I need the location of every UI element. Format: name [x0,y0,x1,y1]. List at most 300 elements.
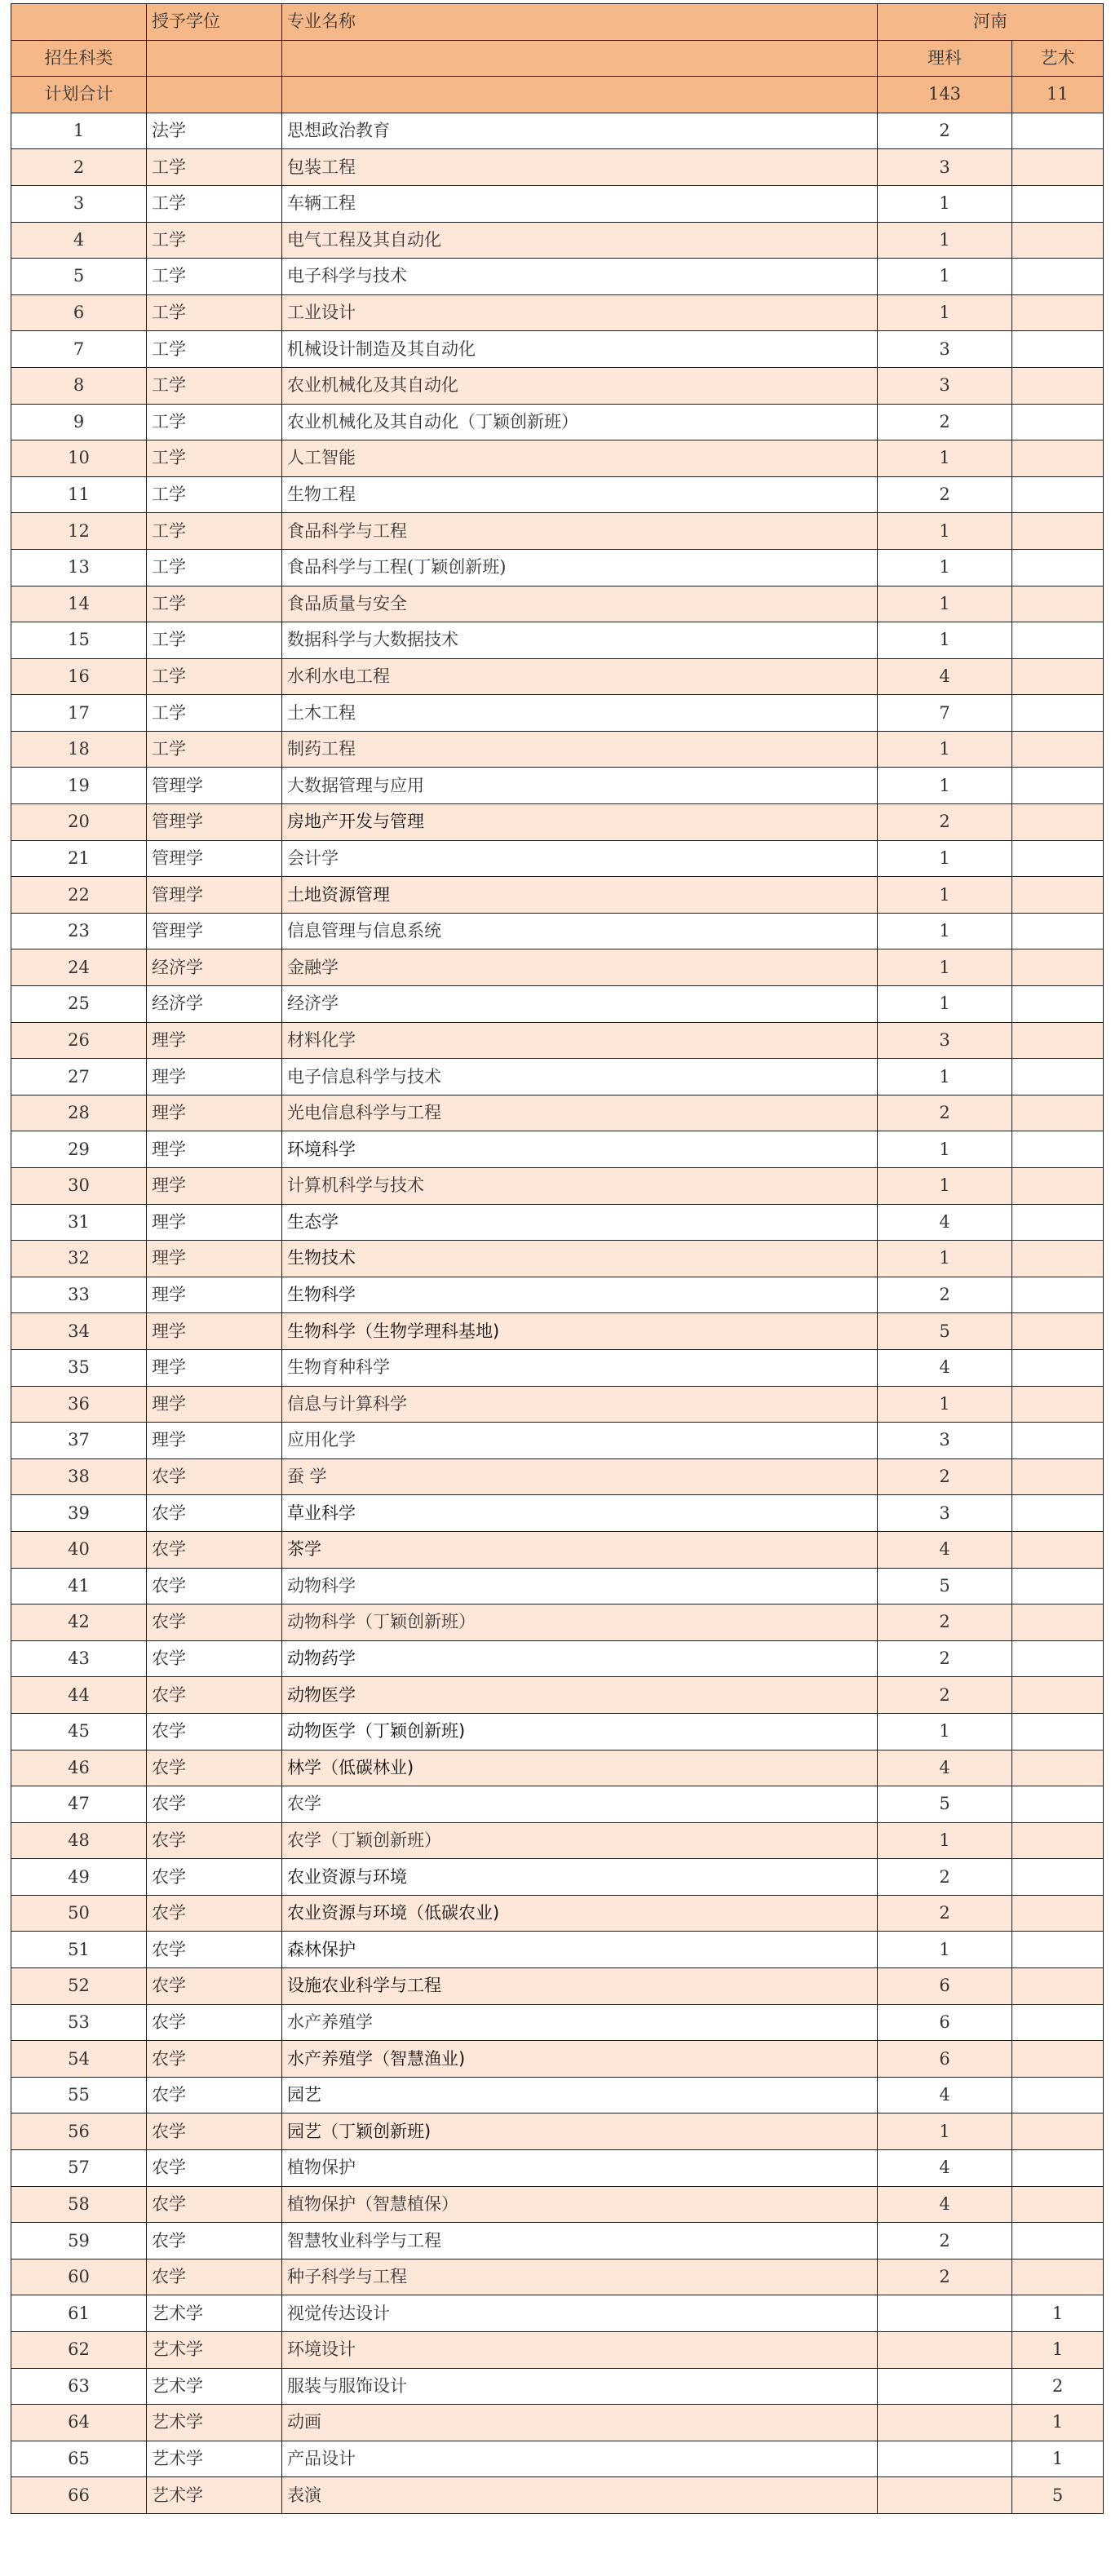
row-degree-cell: 农学 [147,2004,282,2041]
table-row [11,768,1104,804]
row-science-cell [878,2332,1012,2369]
row-index-cell: 32 [11,1241,147,1277]
row-science-cell: 1 [878,1822,1012,1859]
row-art-cell [1012,1932,1104,1968]
row-index-cell: 47 [11,1786,147,1823]
row-degree-cell: 工学 [147,513,282,550]
row-science-cell: 2 [878,404,1012,440]
row-art-cell [1012,2186,1104,2223]
row-index-cell: 34 [11,1313,147,1350]
row-index-cell: 57 [11,2150,147,2187]
row-art-cell: 2 [1012,2368,1104,2405]
row-index-cell: 26 [11,1022,147,1059]
row-art-cell [1012,222,1104,259]
row-degree-cell: 工学 [147,294,282,331]
row-art-cell [1012,2077,1104,2113]
row-art-cell [1012,1859,1104,1896]
row-art-cell [1012,949,1104,986]
row-science-cell: 1 [878,440,1012,477]
header-row-category [11,40,1104,77]
table-row [11,1640,1104,1677]
row-degree-cell: 管理学 [147,804,282,841]
table-row [11,2259,1104,2295]
row-art-cell [1012,1968,1104,2005]
row-science-cell: 1 [878,1168,1012,1205]
table-row [11,840,1104,877]
row-science-cell: 3 [878,1022,1012,1059]
row-major-cell: 人工智能 [282,440,878,477]
row-index-cell: 18 [11,731,147,768]
row-major-cell: 食品科学与工程(丁颖创新班) [282,549,878,586]
row-science-cell: 2 [878,1458,1012,1495]
row-art-cell [1012,2113,1104,2150]
row-degree-cell: 农学 [147,1822,282,1859]
row-science-cell: 1 [878,2113,1012,2150]
row-major-cell: 环境科学 [282,1131,878,1168]
row-art-cell: 1 [1012,2405,1104,2441]
row-degree-cell: 农学 [147,2150,282,2187]
row-major-cell: 经济学 [282,986,878,1023]
row-index-cell: 51 [11,1932,147,1968]
row-degree-cell: 理学 [147,1313,282,1350]
row-degree-cell: 管理学 [147,840,282,877]
row-major-cell: 思想政治教育 [282,113,878,149]
row-art-cell [1012,1786,1104,1823]
row-major-cell: 农学（丁颖创新班） [282,1822,878,1859]
row-science-cell: 2 [878,1277,1012,1313]
row-index-cell: 16 [11,658,147,695]
row-degree-cell: 农学 [147,2041,282,2078]
table-row [11,259,1104,295]
row-major-cell: 农学 [282,1786,878,1823]
table-row [11,1131,1104,1168]
row-index-cell: 4 [11,222,147,259]
row-science-cell: 4 [878,2150,1012,2187]
row-science-cell: 1 [878,731,1012,768]
row-index-cell: 50 [11,1895,147,1932]
row-science-cell: 1 [878,1059,1012,1095]
row-science-cell: 6 [878,2004,1012,2041]
row-art-cell [1012,2004,1104,2041]
row-degree-cell: 农学 [147,1677,282,1714]
row-art-cell [1012,1204,1104,1241]
table-row [11,1059,1104,1095]
row-degree-cell: 管理学 [147,768,282,804]
row-major-cell: 动物医学 [282,1677,878,1714]
table-row [11,877,1104,914]
row-science-cell: 6 [878,1968,1012,2005]
row-art-cell [1012,1640,1104,1677]
row-art-cell [1012,113,1104,149]
table-row [11,1095,1104,1131]
row-science-cell: 3 [878,149,1012,186]
row-major-cell: 工业设计 [282,294,878,331]
row-index-cell: 43 [11,1640,147,1677]
row-index-cell: 3 [11,185,147,222]
row-science-cell: 1 [878,1386,1012,1423]
row-degree-cell: 工学 [147,549,282,586]
row-degree-cell: 艺术学 [147,2332,282,2369]
row-science-cell: 5 [878,1313,1012,1350]
table-row [11,2332,1104,2369]
table-row [11,331,1104,368]
row-art-cell [1012,1604,1104,1641]
row-art-cell [1012,877,1104,914]
row-degree-cell: 工学 [147,367,282,404]
row-science-cell: 1 [878,586,1012,622]
row-science-cell: 6 [878,2041,1012,2078]
row-index-cell: 38 [11,1458,147,1495]
row-art-cell [1012,440,1104,477]
row-degree-cell: 经济学 [147,949,282,986]
row-index-cell: 30 [11,1168,147,1205]
row-science-cell: 1 [878,1713,1012,1750]
row-art-cell [1012,1750,1104,1786]
table-row [11,1895,1104,1932]
row-science-cell: 3 [878,331,1012,368]
row-major-cell: 林学（低碳林业) [282,1750,878,1786]
total-empty-cell [282,77,878,113]
row-major-cell: 数据科学与大数据技术 [282,622,878,659]
row-major-cell: 材料化学 [282,1022,878,1059]
row-index-cell: 14 [11,586,147,622]
row-major-cell: 大数据管理与应用 [282,768,878,804]
row-science-cell: 2 [878,804,1012,841]
row-art-cell [1012,1022,1104,1059]
row-science-cell: 1 [878,768,1012,804]
table-row [11,367,1104,404]
table-row [11,1458,1104,1495]
row-art-cell [1012,731,1104,768]
table-row [11,949,1104,986]
row-art-cell [1012,1131,1104,1168]
row-degree-cell: 农学 [147,1968,282,2005]
row-index-cell: 39 [11,1495,147,1532]
row-art-cell [1012,1241,1104,1277]
row-major-cell: 生物科学（生物学理科基地) [282,1313,878,1350]
table-row [11,586,1104,622]
table-row [11,404,1104,440]
row-science-cell: 2 [878,1604,1012,1641]
row-index-cell: 58 [11,2186,147,2223]
row-art-cell [1012,1386,1104,1423]
row-science-cell: 1 [878,1241,1012,1277]
row-index-cell: 52 [11,1968,147,2005]
row-major-cell: 环境设计 [282,2332,878,2369]
row-degree-cell: 农学 [147,2077,282,2113]
table-row [11,1022,1104,1059]
table-row [11,513,1104,550]
table-row [11,1786,1104,1823]
row-art-cell [1012,1277,1104,1313]
row-major-cell: 蚕 学 [282,1458,878,1495]
table-row [11,1277,1104,1313]
table-row [11,1750,1104,1786]
row-major-cell: 电气工程及其自动化 [282,222,878,259]
row-major-cell: 动物科学 [282,1568,878,1604]
row-degree-cell: 农学 [147,1458,282,1495]
table-body [11,4,1104,2514]
row-degree-cell: 农学 [147,1932,282,1968]
header-major-cell: 专业名称 [282,4,878,41]
table-row [11,1568,1104,1604]
row-science-cell: 4 [878,1349,1012,1386]
row-art-cell [1012,586,1104,622]
row-index-cell: 64 [11,2405,147,2441]
row-degree-cell: 工学 [147,149,282,186]
row-major-cell: 金融学 [282,949,878,986]
row-art-cell [1012,913,1104,949]
row-science-cell: 3 [878,1423,1012,1459]
table-row [11,2041,1104,2078]
row-science-cell: 4 [878,2077,1012,2113]
table-row [11,2186,1104,2223]
table-row [11,2405,1104,2441]
row-major-cell: 应用化学 [282,1423,878,1459]
row-art-cell [1012,1458,1104,1495]
row-art-cell [1012,658,1104,695]
table-row [11,695,1104,732]
row-degree-cell: 农学 [147,2113,282,2150]
table-row [11,476,1104,513]
row-art-cell [1012,1822,1104,1859]
row-index-cell: 23 [11,913,147,949]
row-index-cell: 62 [11,2332,147,2369]
row-major-cell: 农业机械化及其自动化（丁颖创新班） [282,404,878,440]
row-major-cell: 包装工程 [282,149,878,186]
table-row [11,913,1104,949]
row-degree-cell: 工学 [147,695,282,732]
row-degree-cell: 工学 [147,259,282,295]
row-science-cell: 5 [878,1786,1012,1823]
row-science-cell: 4 [878,1750,1012,1786]
row-degree-cell: 管理学 [147,913,282,949]
table-row [11,658,1104,695]
row-index-cell: 44 [11,1677,147,1714]
table-row [11,1386,1104,1423]
row-art-cell [1012,1677,1104,1714]
row-major-cell: 动物医学（丁颖创新班) [282,1713,878,1750]
row-index-cell: 65 [11,2441,147,2477]
row-degree-cell: 工学 [147,222,282,259]
row-degree-cell: 农学 [147,2186,282,2223]
row-major-cell: 信息与计算科学 [282,1386,878,1423]
row-major-cell: 水产养殖学（智慧渔业) [282,2041,878,2078]
row-art-cell [1012,2259,1104,2295]
row-science-cell: 1 [878,222,1012,259]
row-degree-cell: 理学 [147,1349,282,1386]
row-art-cell [1012,986,1104,1023]
row-degree-cell: 经济学 [147,986,282,1023]
row-degree-cell: 农学 [147,2259,282,2295]
row-index-cell: 46 [11,1750,147,1786]
row-index-cell: 40 [11,1531,147,1568]
row-science-cell: 1 [878,294,1012,331]
row-index-cell: 56 [11,2113,147,2150]
row-art-cell [1012,549,1104,586]
row-index-cell: 33 [11,1277,147,1313]
row-science-cell: 4 [878,2186,1012,2223]
row-art-cell [1012,259,1104,295]
row-degree-cell: 农学 [147,1640,282,1677]
row-index-cell: 45 [11,1713,147,1750]
row-degree-cell: 管理学 [147,877,282,914]
row-art-cell: 5 [1012,2477,1104,2514]
row-art-cell [1012,1713,1104,1750]
row-science-cell: 2 [878,1677,1012,1714]
table-row [11,2150,1104,2187]
row-major-cell: 生物育种科学 [282,1349,878,1386]
row-science-cell: 3 [878,1495,1012,1532]
row-degree-cell: 理学 [147,1423,282,1459]
row-degree-cell: 工学 [147,440,282,477]
row-science-cell [878,2477,1012,2514]
table-row [11,1495,1104,1532]
row-art-cell [1012,1895,1104,1932]
row-degree-cell: 理学 [147,1386,282,1423]
row-major-cell: 水产养殖学 [282,2004,878,2041]
row-index-cell: 10 [11,440,147,477]
row-degree-cell: 农学 [147,1859,282,1896]
row-degree-cell: 农学 [147,2223,282,2260]
row-index-cell: 48 [11,1822,147,1859]
table-row [11,1932,1104,1968]
row-degree-cell: 工学 [147,185,282,222]
row-major-cell: 智慧牧业科学与工程 [282,2223,878,2260]
table-row [11,986,1104,1023]
row-index-cell: 20 [11,804,147,841]
row-major-cell: 植物保护 [282,2150,878,2187]
row-science-cell: 2 [878,1640,1012,1677]
row-degree-cell: 农学 [147,1750,282,1786]
row-science-cell [878,2441,1012,2477]
row-index-cell: 7 [11,331,147,368]
row-index-cell: 49 [11,1859,147,1896]
row-science-cell: 4 [878,658,1012,695]
table-row [11,1204,1104,1241]
row-degree-cell: 理学 [147,1241,282,1277]
row-art-cell [1012,1313,1104,1350]
row-index-cell: 25 [11,986,147,1023]
row-science-cell: 4 [878,1204,1012,1241]
row-degree-cell: 工学 [147,622,282,659]
row-index-cell: 21 [11,840,147,877]
table-row [11,294,1104,331]
row-art-cell [1012,367,1104,404]
row-index-cell: 11 [11,476,147,513]
row-degree-cell: 农学 [147,1713,282,1750]
row-science-cell: 2 [878,2223,1012,2260]
row-major-cell: 电子信息科学与技术 [282,1059,878,1095]
header-row-total [11,77,1104,113]
row-index-cell: 37 [11,1423,147,1459]
row-major-cell: 电子科学与技术 [282,259,878,295]
row-major-cell: 园艺（丁颖创新班) [282,2113,878,2150]
table-row [11,1349,1104,1386]
row-science-cell [878,2405,1012,2441]
row-index-cell: 9 [11,404,147,440]
table-row [11,1241,1104,1277]
row-art-cell [1012,513,1104,550]
row-degree-cell: 理学 [147,1022,282,1059]
row-science-cell: 1 [878,913,1012,949]
table-row [11,1531,1104,1568]
row-major-cell: 计算机科学与技术 [282,1168,878,1205]
row-degree-cell: 理学 [147,1277,282,1313]
row-degree-cell: 农学 [147,1495,282,1532]
row-science-cell: 1 [878,1131,1012,1168]
table-row [11,113,1104,149]
row-art-cell [1012,185,1104,222]
row-art-cell [1012,2041,1104,2078]
row-art-cell [1012,476,1104,513]
row-art-cell [1012,149,1104,186]
table-row [11,1859,1104,1896]
row-art-cell [1012,2223,1104,2260]
header-province-cell: 河南 [878,4,1104,41]
row-major-cell: 食品科学与工程 [282,513,878,550]
row-science-cell: 7 [878,695,1012,732]
row-index-cell: 22 [11,877,147,914]
header-row-columns [11,4,1104,41]
row-art-cell [1012,840,1104,877]
row-major-cell: 茶学 [282,1531,878,1568]
category-label-cell: 招生科类 [11,40,147,77]
row-index-cell: 61 [11,2295,147,2332]
category-empty-cell [282,40,878,77]
row-major-cell: 动画 [282,2405,878,2441]
table-row [11,804,1104,841]
row-art-cell [1012,622,1104,659]
row-degree-cell: 农学 [147,1531,282,1568]
enrollment-plan-table [11,3,1104,2514]
row-science-cell: 2 [878,113,1012,149]
row-science-cell: 1 [878,622,1012,659]
row-science-cell: 2 [878,476,1012,513]
row-science-cell: 4 [878,1531,1012,1568]
row-degree-cell: 艺术学 [147,2477,282,2514]
total-art-cell: 11 [1012,77,1104,113]
row-major-cell: 生物工程 [282,476,878,513]
table-row [11,622,1104,659]
row-major-cell: 制药工程 [282,731,878,768]
table-row [11,440,1104,477]
row-science-cell [878,2368,1012,2405]
row-index-cell: 1 [11,113,147,149]
total-empty-cell [147,77,282,113]
row-science-cell: 1 [878,185,1012,222]
row-index-cell: 66 [11,2477,147,2514]
row-degree-cell: 艺术学 [147,2295,282,2332]
row-degree-cell: 工学 [147,731,282,768]
row-art-cell [1012,1168,1104,1205]
table-row [11,2223,1104,2260]
table-row [11,1313,1104,1350]
row-index-cell: 27 [11,1059,147,1095]
row-science-cell: 2 [878,1859,1012,1896]
row-major-cell: 设施农业科学与工程 [282,1968,878,2005]
table-row [11,1168,1104,1205]
row-art-cell [1012,695,1104,732]
table-row [11,222,1104,259]
table-row [11,2113,1104,2150]
row-art-cell: 1 [1012,2332,1104,2369]
row-degree-cell: 艺术学 [147,2405,282,2441]
table-row [11,1423,1104,1459]
row-science-cell: 1 [878,549,1012,586]
row-major-cell: 动物科学（丁颖创新班） [282,1604,878,1641]
row-art-cell [1012,1059,1104,1095]
